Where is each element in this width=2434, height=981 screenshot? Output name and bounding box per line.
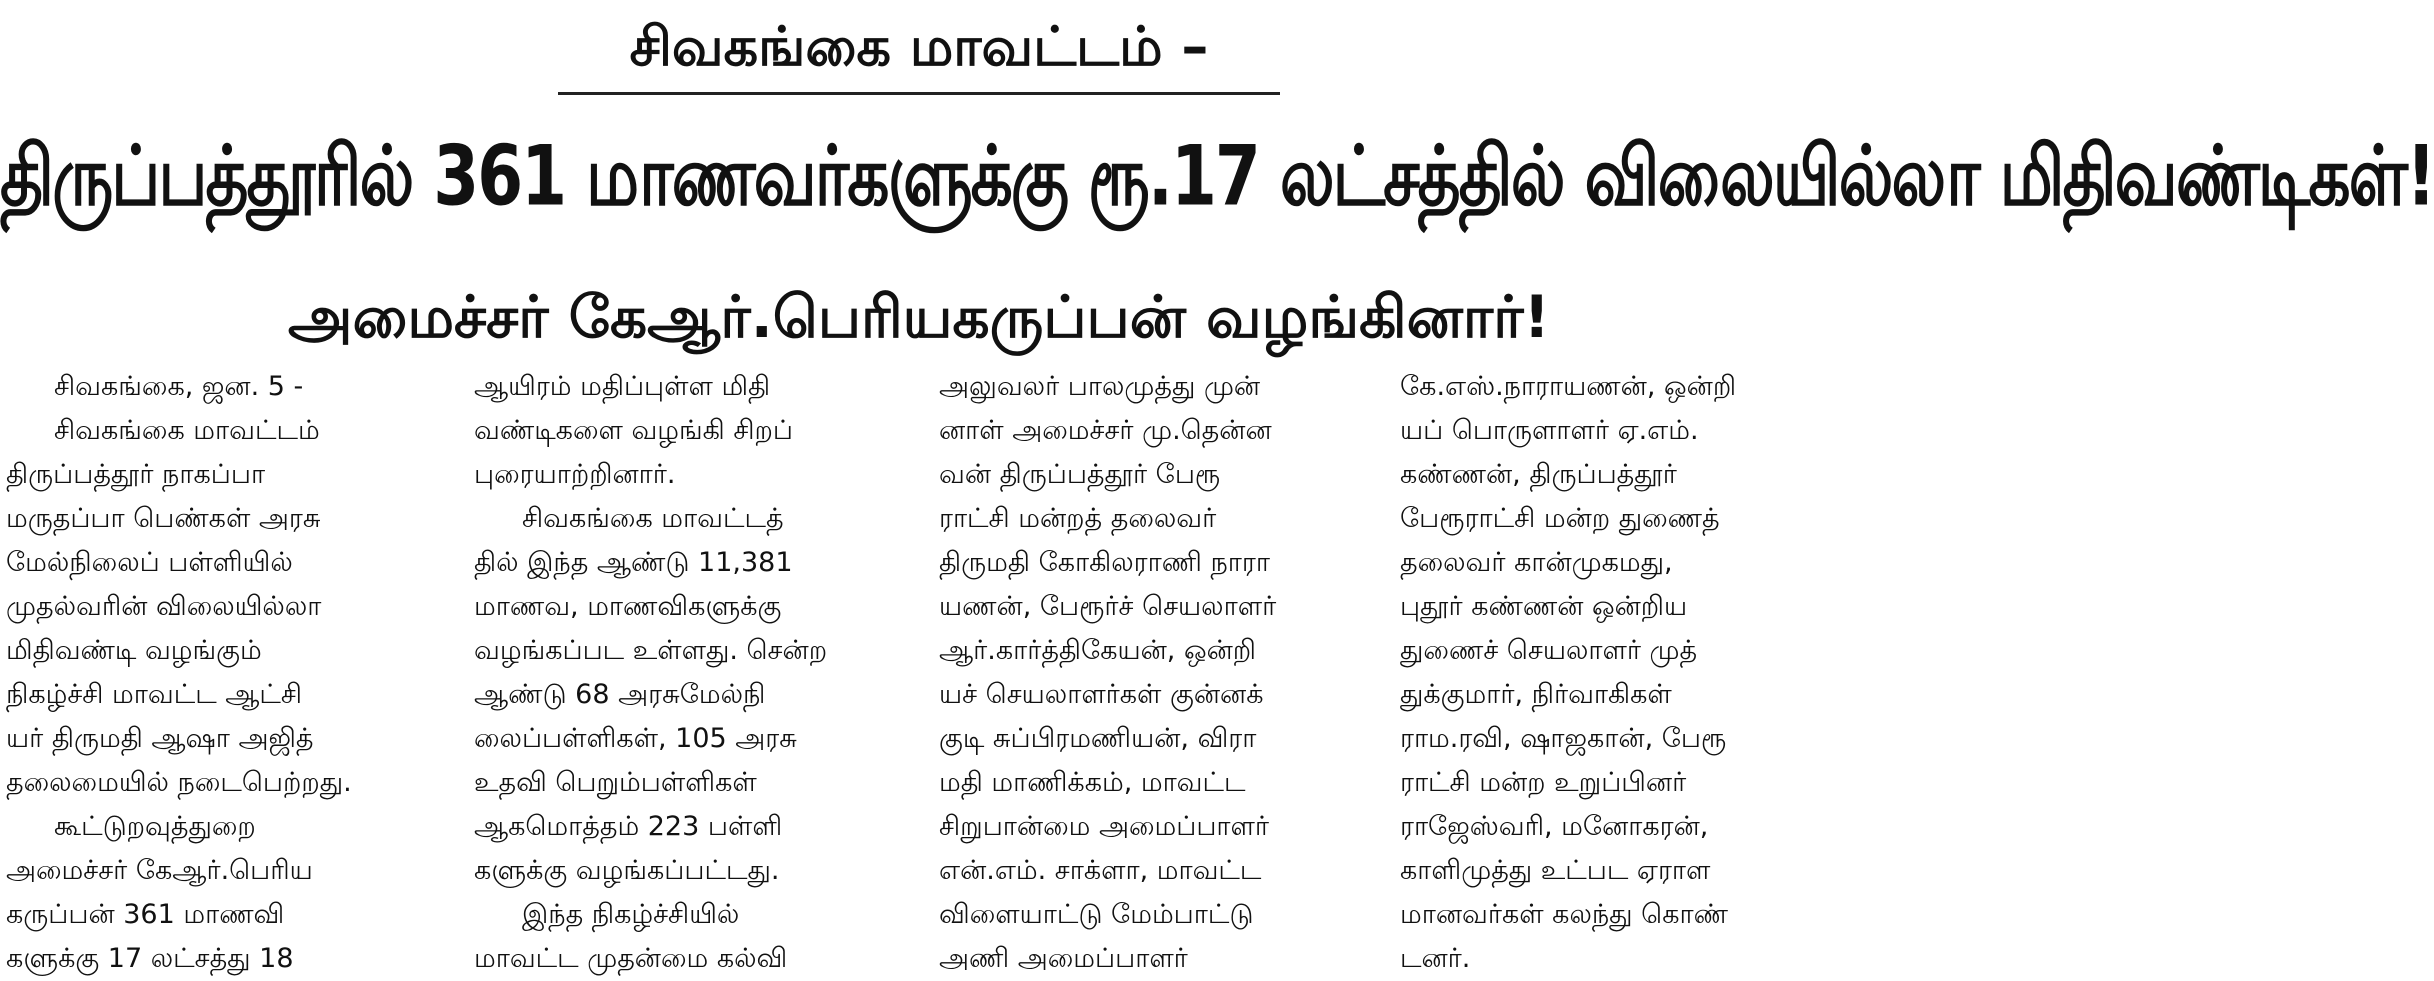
- body-line: ராட்சி மன்ற உறுப்பினர்: [1400, 767, 1687, 798]
- body-line: சிவகங்கை, ஜன. 5 -: [54, 371, 304, 402]
- body-line: யப் பொருளாளர் ஏ.எம்.: [1400, 415, 1699, 446]
- body-line: யச் செயலாளர்கள் குன்னக்: [939, 679, 1264, 710]
- body-line: ராஜேஸ்வரி, மனோகரன்,: [1400, 811, 1709, 842]
- body-line: புதூர் கண்ணன் ஒன்றிய: [1400, 591, 1688, 622]
- body-line: புரையாற்றினார்.: [474, 459, 676, 490]
- body-line: மாவட்ட முதன்மை கல்வி: [474, 943, 788, 974]
- body-line: ராம.ரவி, ஷாஜகான், பேரூ: [1400, 723, 1727, 754]
- body-line: ஆகமொத்தம் 223 பள்ளி: [474, 811, 783, 842]
- body-line: களுக்கு 17 லட்சத்து 18: [6, 943, 294, 974]
- body-line: அலுவலர் பாலமுத்து முன்: [939, 371, 1261, 402]
- body-line: லைப்பள்ளிகள், 105 அரசு: [474, 723, 797, 754]
- body-line: கே.எஸ்.நாராயணன், ஒன்றி: [1400, 371, 1737, 402]
- body-line: குடி சுப்பிரமணியன், விரா: [939, 723, 1257, 754]
- body-column-3: [939, 365, 1379, 981]
- body-line: மருதப்பா பெண்கள் அரசு: [6, 503, 321, 534]
- body-line: முதல்வரின் விலையில்லா: [6, 591, 322, 622]
- body-line: மாணவ, மாணவிகளுக்கு: [474, 591, 782, 622]
- kicker-divider: [558, 92, 1280, 95]
- body-line: வழங்கப்பட உள்ளது. சென்ற: [474, 635, 828, 666]
- subheadline: அமைச்சர் கேஆர்.பெரியகருப்பன் வழங்கினார்!: [288, 283, 1550, 351]
- body-line: அமைச்சர் கேஆர்.பெரிய: [6, 855, 313, 886]
- body-line: சிவகங்கை மாவட்டம்: [54, 415, 320, 446]
- body-line: துக்குமார், நிர்வாகிகள்: [1400, 679, 1672, 710]
- body-line: ஆயிரம் மதிப்புள்ள மிதி: [474, 371, 771, 402]
- body-line: கண்ணன், திருப்பத்தூர்: [1400, 459, 1677, 490]
- body-line: உதவி பெறும்பள்ளிகள்: [474, 767, 757, 798]
- body-line: ஆர்.கார்த்திகேயன், ஒன்றி: [939, 635, 1256, 666]
- kicker-title: சிவகங்கை மாவட்டம் –: [629, 15, 1209, 78]
- body-line: காளிமுத்து உட்பட ஏராள: [1400, 855, 1711, 886]
- body-line: சிவகங்கை மாவட்டத்: [522, 503, 784, 534]
- body-line: யணன், பேரூர்ச் செயலாளர்: [939, 591, 1277, 622]
- body-line: களுக்கு வழங்கப்பட்டது.: [474, 855, 780, 886]
- body-line: அணி அமைப்பாளர்: [939, 943, 1188, 974]
- body-line: தலைமையில் நடைபெற்றது.: [6, 767, 352, 798]
- body-line: வண்டிகளை வழங்கி சிறப்: [474, 415, 793, 446]
- body-column-4: [1400, 365, 1840, 981]
- body-line: மதி மாணிக்கம், மாவட்ட: [939, 767, 1246, 798]
- body-line: தில் இந்த ஆண்டு 11,381: [474, 547, 793, 578]
- body-line: கூட்டுறவுத்துறை: [54, 811, 256, 842]
- body-line: என்.எம். சாக்ளா, மாவட்ட: [939, 855, 1262, 886]
- body-line: மானவர்கள் கலந்து கொண்: [1400, 899, 1728, 930]
- body-line: னாள் அமைச்சர் மு.தென்ன: [939, 415, 1272, 446]
- body-line: விளையாட்டு மேம்பாட்டு: [939, 899, 1254, 930]
- headline: திருப்பத்தூரில் 361 மாணவர்களுக்கு ரூ.17 லட்சத்தில் விலையில்லா மிதிவண்டிகள்!: [0, 128, 2434, 225]
- body-line: வன் திருப்பத்தூர் பேரூ: [939, 459, 1221, 490]
- body-line: திருப்பத்தூர் நாகப்பா: [6, 459, 266, 490]
- body-line: நிகழ்ச்சி மாவட்ட ஆட்சி: [6, 679, 303, 710]
- body-line: யர் திருமதி ஆஷா அஜித்: [6, 723, 314, 754]
- body-line: சிறுபான்மை அமைப்பாளர்: [939, 811, 1269, 842]
- body-column-2: [474, 365, 914, 981]
- body-line: டனர்.: [1400, 943, 1471, 974]
- body-line: துணைச் செயலாளர் முத்: [1400, 635, 1698, 666]
- body-line: பேரூராட்சி மன்ற துணைத்: [1400, 503, 1720, 534]
- body-line: மேல்நிலைப் பள்ளியில்: [6, 547, 293, 578]
- body-line: கருப்பன் 361 மாணவி: [6, 899, 285, 930]
- body-line: மிதிவண்டி வழங்கும்: [6, 635, 262, 666]
- body-line: இந்த நிகழ்ச்சியில்: [522, 899, 740, 930]
- article-body: [0, 365, 1838, 974]
- body-column-1: [6, 365, 446, 981]
- body-line: திருமதி கோகிலராணி நாரா: [939, 547, 1270, 578]
- body-line: தலைவர் கான்முகமது,: [1400, 547, 1673, 578]
- body-line: ராட்சி மன்றத் தலைவர்: [939, 503, 1217, 534]
- body-line: ஆண்டு 68 அரசுமேல்நி: [474, 679, 766, 710]
